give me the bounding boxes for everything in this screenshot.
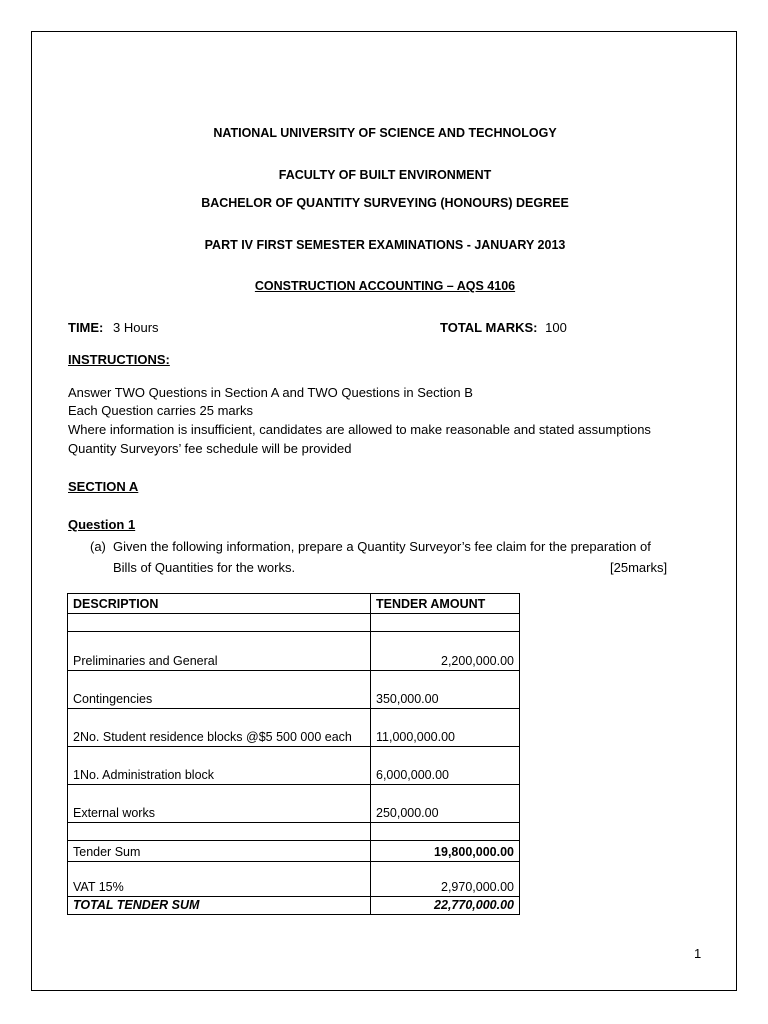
- exam-title: PART IV FIRST SEMESTER EXAMINATIONS - JANUARY 2013: [204, 238, 566, 252]
- row-amount: 19,800,000.00: [371, 841, 520, 862]
- instruction-line: Answer TWO Questions in Section A and TWO Questions in Section B: [68, 385, 473, 400]
- time-value: 3 Hours: [113, 320, 159, 335]
- row-description: 2No. Student residence blocks @$5 500 000 each: [68, 709, 371, 747]
- question-part-label: (a): [90, 539, 106, 554]
- row-description: VAT 15%: [68, 862, 371, 897]
- row-amount: [371, 823, 520, 841]
- table-row: [68, 747, 520, 785]
- table-row: [68, 841, 520, 862]
- header-tender-amount: TENDER AMOUNT: [371, 594, 520, 614]
- row-description: [68, 823, 371, 841]
- table-header-row: [68, 594, 520, 614]
- exam-page: [31, 31, 737, 991]
- row-amount: 6,000,000.00: [371, 747, 520, 785]
- header-description: DESCRIPTION: [68, 594, 371, 614]
- table-row: [68, 823, 520, 841]
- row-amount: 250,000.00: [371, 785, 520, 823]
- total-marks-line: [440, 320, 567, 335]
- faculty-title: FACULTY OF BUILT ENVIRONMENT: [278, 168, 492, 182]
- table-row: [68, 785, 520, 823]
- question-text-line-1: Given the following information, prepare a Quantity Surveyor’s fee claim for the preparation of: [113, 539, 651, 554]
- row-description: Tender Sum: [68, 841, 371, 862]
- row-description: TOTAL TENDER SUM: [68, 897, 371, 915]
- course-title: [32, 279, 738, 293]
- degree-title: BACHELOR OF QUANTITY SURVEYING (HONOURS) DEGREE: [201, 196, 569, 210]
- table-row: [68, 862, 520, 897]
- row-description: 1No. Administration block: [68, 747, 371, 785]
- instructions-heading: INSTRUCTIONS:: [68, 352, 170, 367]
- question-marks: [25marks]: [610, 560, 668, 575]
- page-number: 1: [694, 946, 702, 961]
- row-description: [68, 614, 371, 632]
- course-title-text: CONSTRUCTION ACCOUNTING – AQS 4106: [254, 279, 516, 293]
- instruction-line: Where information is insufficient, candidates are allowed to make reasonable and stated assumptions: [68, 422, 651, 437]
- row-amount: 2,200,000.00: [371, 632, 520, 671]
- row-amount: [371, 614, 520, 632]
- row-description: External works: [68, 785, 371, 823]
- section-heading: SECTION A: [68, 479, 139, 494]
- table-row: [68, 897, 520, 915]
- row-description: Contingencies: [68, 671, 371, 709]
- row-amount: 350,000.00: [371, 671, 520, 709]
- table-row: [68, 632, 520, 671]
- tender-table: [67, 593, 520, 915]
- table-row: [68, 709, 520, 747]
- time-line: [68, 320, 159, 335]
- total-marks-label: TOTAL MARKS:: [440, 320, 538, 335]
- instruction-line: Quantity Surveyors’ fee schedule will be provided: [68, 441, 352, 456]
- table-row: [68, 614, 520, 632]
- university-title: NATIONAL UNIVERSITY OF SCIENCE AND TECHNOLOGY: [213, 126, 557, 140]
- row-description: Preliminaries and General: [68, 632, 371, 671]
- row-amount: 22,770,000.00: [371, 897, 520, 915]
- row-amount: 2,970,000.00: [371, 862, 520, 897]
- question-title: Question 1: [68, 517, 136, 532]
- time-label: TIME:: [68, 320, 104, 335]
- row-amount: 11,000,000.00: [371, 709, 520, 747]
- instruction-line: Each Question carries 25 marks: [68, 403, 253, 418]
- table-row: [68, 671, 520, 709]
- question-text-line-2: Bills of Quantities for the works.: [113, 560, 296, 575]
- total-marks-value: 100: [545, 320, 567, 335]
